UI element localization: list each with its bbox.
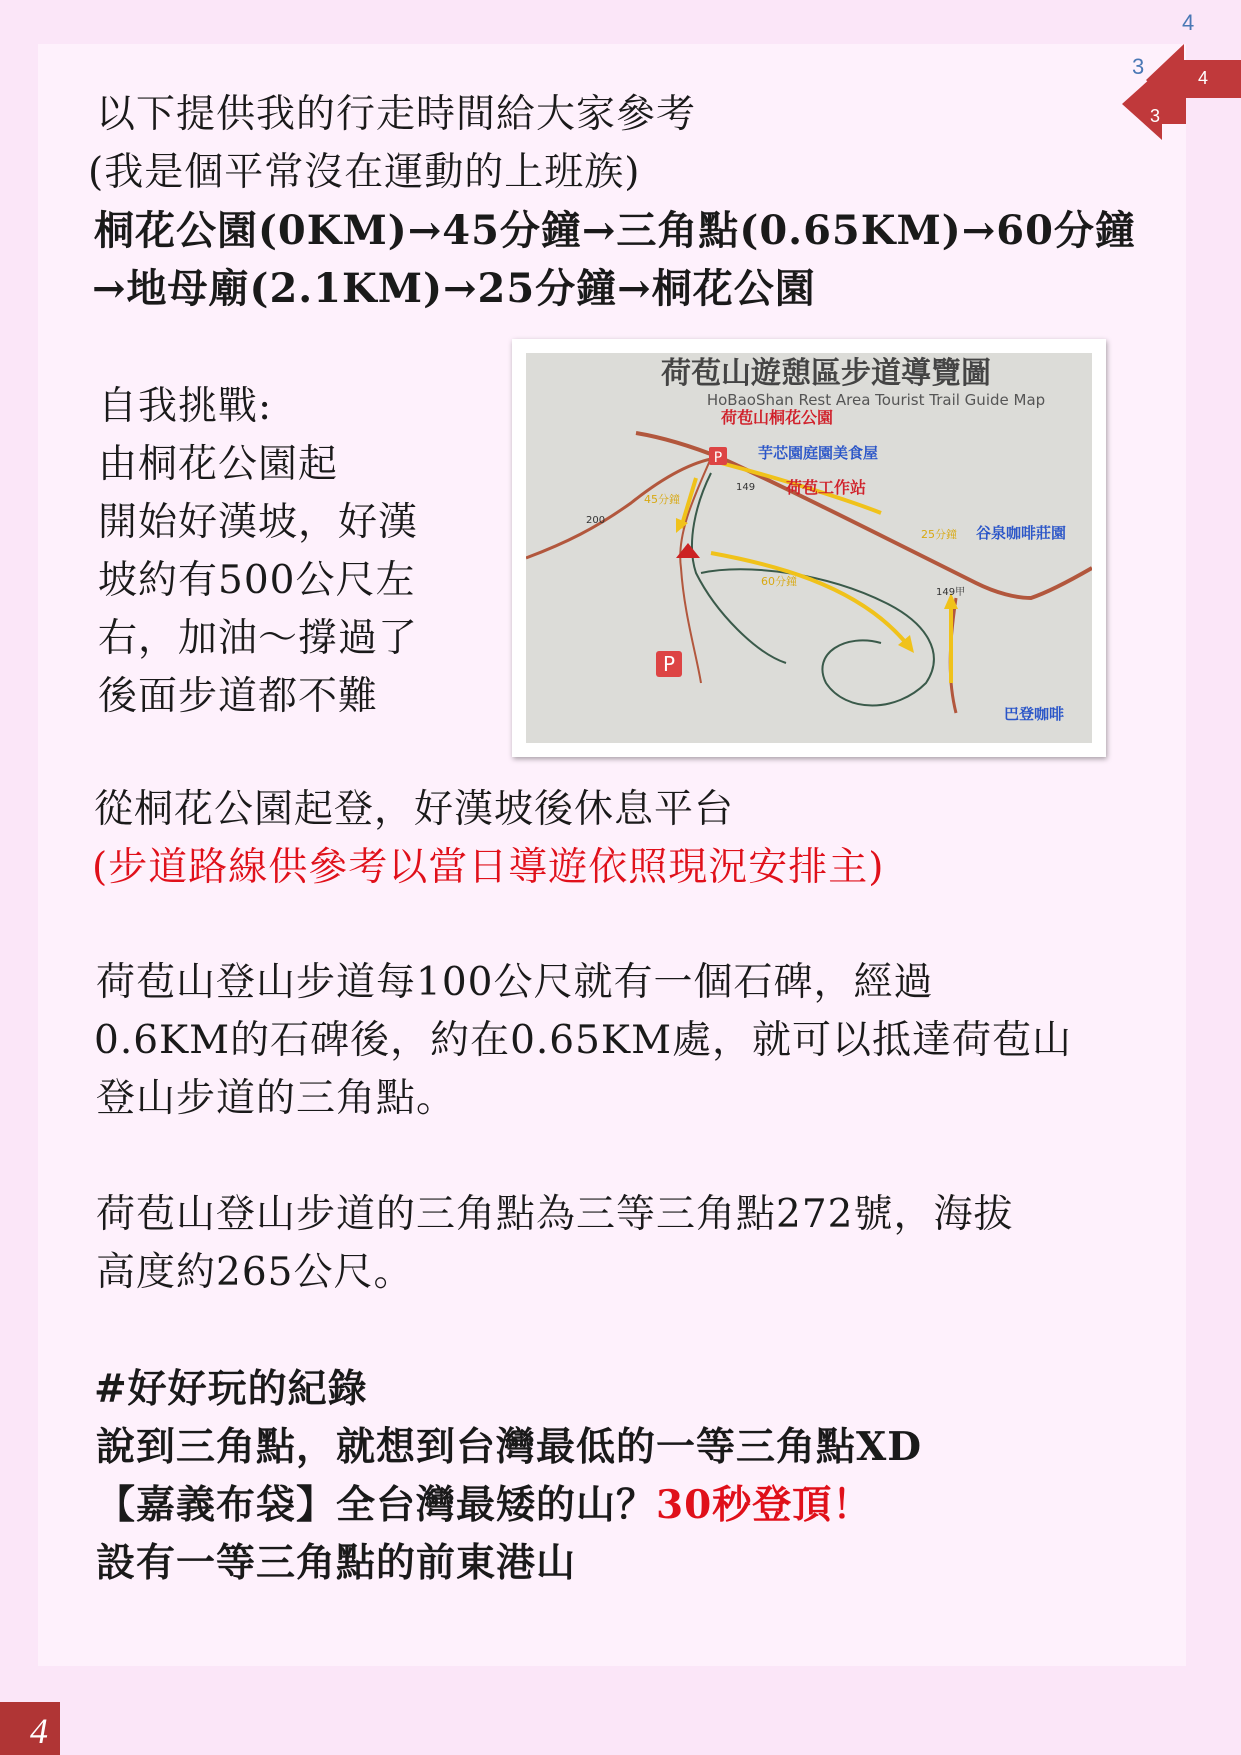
tab-number-3b: 3	[1150, 106, 1161, 126]
bold-line-3: 設有一等三角點的前東港山	[96, 1540, 577, 1586]
page-tab-arrows[interactable]	[1122, 44, 1241, 156]
hashtag[interactable]: #好好玩的紀錄	[94, 1366, 368, 1412]
start-line: 從桐花公園起登，好漢坡後休息平台	[94, 787, 735, 832]
para1-line3: 登山步道的三角點。	[96, 1076, 457, 1121]
tab-number-4: 4	[1198, 68, 1209, 88]
page-number-badge	[0, 1702, 60, 1755]
map-road-200: 200	[586, 515, 606, 526]
map-title-en: HoBaoShan Rest Area Tourist Trail Guide Map	[706, 391, 1046, 409]
intro-line-1: 以下提供我的行走時間給大家參考	[96, 92, 697, 137]
challenge-line: 坡約有500公尺左	[98, 558, 416, 603]
link-title[interactable]: 【嘉義布袋】全台灣最矮的山？	[96, 1482, 657, 1528]
challenge-line: 由桐花公園起	[98, 442, 339, 487]
intro-line-2: (我是個平常沒在運動的上班族)	[88, 150, 641, 195]
challenge-line: 自我挑戰:	[98, 384, 273, 429]
map-time-25: 25分鐘	[921, 528, 957, 541]
map-road-149-jia: 149甲	[936, 587, 966, 598]
map-label-station: 荷苞工作站	[786, 478, 867, 497]
trail-map-drawing	[526, 353, 1092, 743]
trail-map-image	[512, 339, 1106, 757]
red-highlight: 30秒登頂！	[656, 1482, 873, 1528]
challenge-line: 後面步道都不難	[98, 674, 379, 719]
page-number: 4	[30, 1711, 48, 1751]
challenge-line: 右，加油～撐過了	[98, 616, 419, 661]
tab-number-3: 3	[1132, 54, 1145, 79]
para2-line1: 荷苞山登山步道的三角點為三等三角點272號，海拔	[96, 1192, 1014, 1237]
map-label-park: 荷苞山桐花公園	[721, 408, 834, 427]
bold-line-1: 說到三角點，就想到台灣最低的一等三角點XD	[96, 1424, 923, 1470]
bold-line-2[interactable]	[96, 1476, 872, 1534]
route-note: (步道路線供參考以當日導遊依照現況安排主)	[92, 845, 885, 890]
map-time-60: 60分鐘	[761, 575, 797, 588]
map-road-149: 149	[736, 482, 756, 493]
map-label-food: 芋芯園庭園美食屋	[758, 444, 879, 462]
route-line-1: 桐花公園(0KM)→45分鐘→三角點(0.65KM)→60分鐘	[94, 207, 1136, 254]
challenge-line: 開始好漢坡，好漢	[98, 500, 419, 545]
top-page-number: 4	[1182, 10, 1195, 35]
map-time-45: 45分鐘	[644, 493, 680, 506]
svg-text:P: P	[713, 450, 723, 466]
map-label-coffee2: 巴登咖啡	[1004, 705, 1065, 723]
para1-line1: 荷苞山登山步道每100公尺就有一個石碑，經過	[96, 960, 934, 1005]
svg-text:P: P	[662, 652, 676, 676]
map-label-coffee1: 谷泉咖啡莊園	[976, 524, 1067, 542]
para2-line2: 高度約265公尺。	[96, 1250, 414, 1295]
route-line-2: →地母廟(2.1KM)→25分鐘→桐花公園	[92, 265, 816, 312]
map-title-zh: 荷苞山遊憩區步道導覽圖	[661, 356, 991, 391]
para1-line2: 0.6KM的石碑後，約在0.65KM處，就可以抵達荷苞山	[94, 1018, 1072, 1063]
